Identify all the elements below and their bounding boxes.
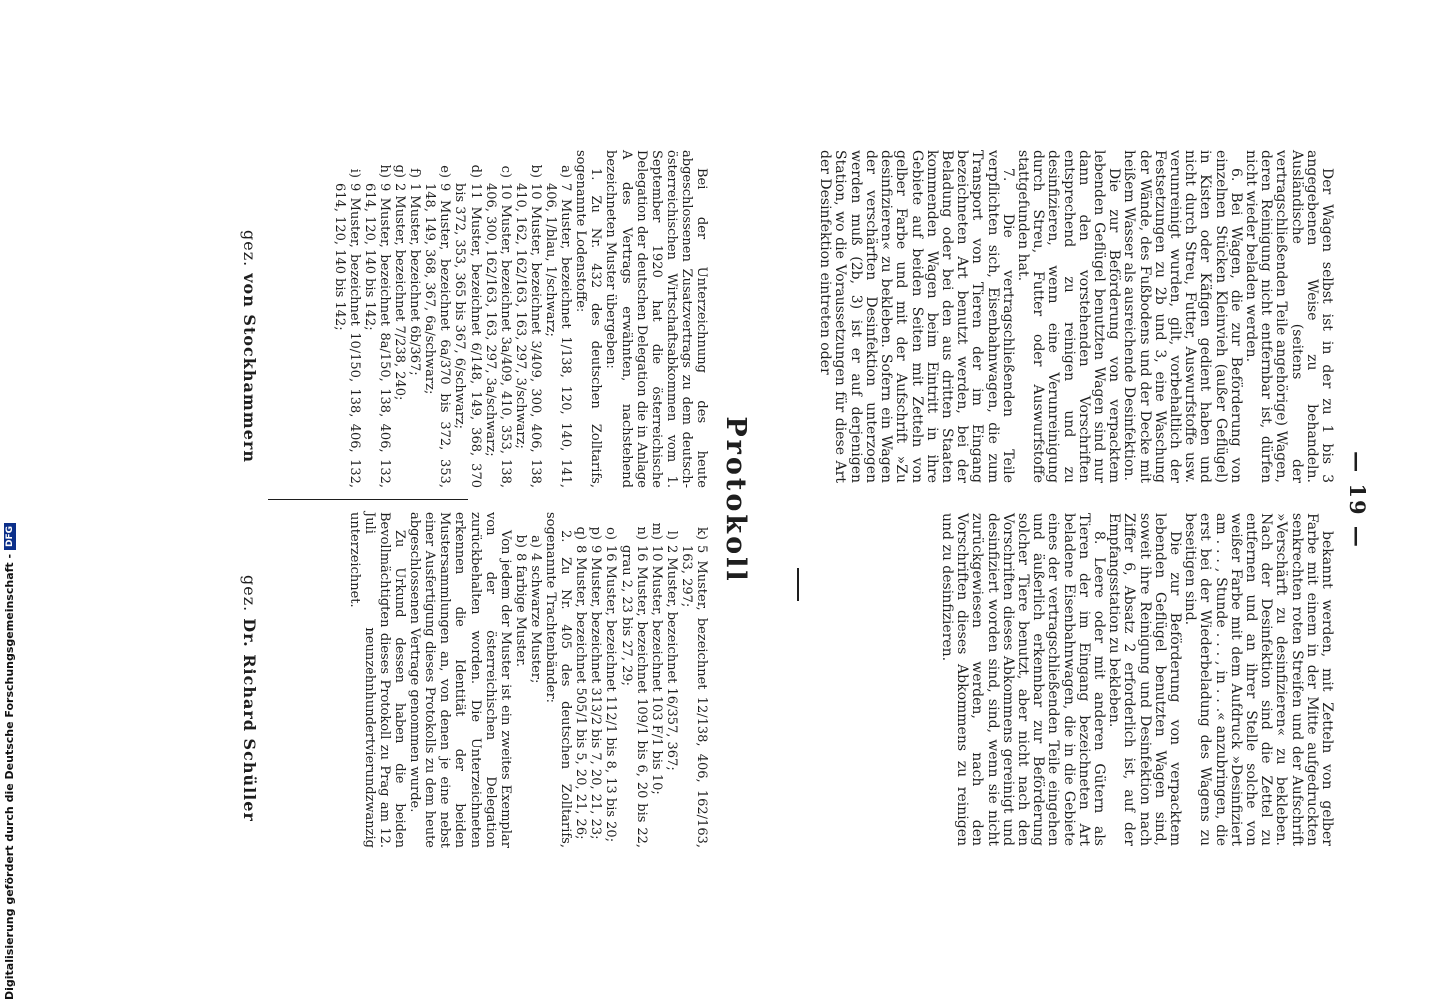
digitization-credit bbox=[0, 0, 20, 1000]
list-item-text: 5 Muster, bezeichnet 12/138, 406, 162/163, 163, 297; bbox=[678, 545, 709, 848]
signature-prefix: gez. bbox=[240, 575, 259, 613]
paragraph: bekannt werden, mit Zetteln von gelber Farbe mit einem in der Mitte aufgedruckten senkrechten roten Streifen und der Aufschrift »Verschärft zu desinfizieren« zu bekleben. Nach der Desinfektion sind die Zettel zu entfernen und an ihrer Stelle solche von weißer Farbe mit dem Aufdruck »Desinfiziert am . . . , Stunde . . . , in . . .« anzubringen, die erst bei der Wiederbeladung des Wagens zu beseitigen sind. bbox=[1182, 513, 1335, 846]
paragraph: 7. Die vertragschließenden Teile verpflichten sich, Eisenbahnwagen, die zum Transport von Tieren der im Eingang bezeichneten Art benutzt werden, bei der Beladung oder bei den aus dritten Staaten kommenden Wagen beim Eintritt in ihre Gebiete auf beiden Seiten mit Zetteln von gelber Farbe und mit der Aufschrift »Zu desinfizieren« zu bekleben. Sofern ein Wagen der verschärften Desinfektion unterzogen werden muß (2b, 3) ist er auf derjenigen Station, wo die Voraussetzungen für diese Art der Desinfektion eintreten oder bbox=[817, 150, 1016, 483]
paragraph: Die zur Beförderung von verpacktem lebenden Geflügel benutzten Wagen sind, soweit ihre Reinigung und Desinfektion nach Ziffer 6, Absatz 2 erforderlich ist, auf der Empfangsstation zu bekleben. bbox=[1106, 513, 1183, 846]
protokoll-left-column bbox=[332, 150, 709, 488]
list-item-mark: q) bbox=[573, 526, 589, 540]
list-item-mark: k) bbox=[694, 527, 709, 540]
list-item-text: 8 farbige Muster. bbox=[512, 553, 528, 667]
right-column bbox=[939, 513, 1334, 846]
list-item-text: 16 Muster, bezeichnet 112/1 bis 8, 13 bis 20; bbox=[603, 545, 619, 843]
list-item-text: 7 Muster, bezeichnet 1/138, 120, 140, 141, 406, 1/blau, 1/schwarz; bbox=[543, 183, 574, 488]
list-item-text: 1 Muster, bezeichnet 6b/367; bbox=[407, 183, 423, 376]
list-item bbox=[513, 150, 543, 488]
list-item bbox=[422, 150, 452, 488]
list-item-mark: b) bbox=[527, 164, 543, 178]
list-item bbox=[332, 150, 362, 488]
list-item-mark: i) bbox=[346, 168, 362, 178]
list-item-mark: d) bbox=[467, 164, 483, 178]
list-item-text: 4 schwarze Muster; bbox=[527, 553, 543, 684]
list-item-mark: o) bbox=[603, 527, 619, 540]
list-item-text: 9 Muster, bezeichnet 6a/370 bis 372, 353, 148, 149, 368, 367, 6a/schwarz; bbox=[422, 183, 453, 488]
list-item bbox=[588, 512, 603, 848]
list-item bbox=[513, 512, 528, 848]
list-item-mark: c) bbox=[497, 165, 513, 178]
list-item bbox=[679, 512, 709, 848]
closing-paragraph: Von jedem der Muster ist ein zweites Exemplar von der österreichischen Delegation zurückbehalten worden. Die Unterzeichneten erkennen die Identität der beiden Mustersammlungen an, von denen je eine nebst einer Ausfertigung dieses Protokolls zu dem heute abgeschlossenen Vertrage genommen wurde. bbox=[407, 512, 513, 848]
page-number: — 19 — bbox=[1345, 451, 1370, 549]
paragraph: Die zur Beförderung von verpacktem lebenden Geflügel benutzten Wagen sind nur dann den vorstehenden Vorschriften entsprechend zu reinigen und zu desinfizieren, wenn eine Verunreinigung durch Streu, Futter oder Auswurfstoffe stattgefunden hat. bbox=[1014, 150, 1123, 483]
signature-name: von Stockhammern bbox=[240, 273, 259, 463]
left-column bbox=[817, 150, 1334, 483]
list-item-text: 2 Muster, bezeichnet 7/238, 240; bbox=[392, 183, 408, 401]
column-divider bbox=[268, 499, 468, 500]
list-item bbox=[649, 512, 664, 848]
list-item-mark: l) bbox=[663, 530, 679, 540]
signature-name: Dr. Richard Schüller bbox=[240, 618, 259, 822]
list-item-text: 2 Muster, bezeichnet 16/357, 367; bbox=[663, 545, 679, 771]
protokoll-section-1-heading: 1. Zu Nr. 432 des deutschen Zolltarifs, sogenannte Lodenstoffe: bbox=[573, 150, 604, 488]
signature-prefix: gez. bbox=[240, 230, 259, 268]
paragraph: Der Wagen selbst ist in der zu 1 bis 3 angegebenen Weise zu behandeln. Ausländische (seitens der vertragschließenden Teile angehörige) Wagen, deren Reinigung nicht entfernbar ist, dürfen nicht wieder beladen werden. bbox=[1242, 150, 1335, 483]
list-item bbox=[452, 150, 482, 488]
list-item bbox=[483, 150, 513, 488]
paragraph: 8. Leere oder mit anderen Gütern als Tieren der im Eingang bezeichneten Art beladene Eisenbahnwagen, die in die Gebiete eines der vertragschließenden Teile eingehen und äußerlich erkennbar zur Beförderung solcher Tiere benutzt, aber nicht nach den Vorschriften dieses Abkommens gereinigt und desinfiziert worden sind, sind, wenn sie nicht zurückgewiesen werden, nach den Vorschriften dieses Abkommens zu reinigen und zu desinfizieren. bbox=[938, 513, 1107, 846]
list-item-mark: a) bbox=[558, 165, 574, 178]
paragraph: 6. Bei Wagen, die zur Beförderung von einzelnen Stücken Kleinvieh (außer Geflügel) in Kisten oder Käfigen gedient haben und nicht durch Streu, Futter, Auswurfstoffe usw. verunreinigt wurden, gilt, vorbehaltlich der Festsetzungen zu 2b und 3, eine Waschung der Wände, des Fußbodens und der Decke mit heißem Wasser als ausreichende Desinfektion. bbox=[1121, 150, 1244, 483]
list-item bbox=[618, 512, 648, 848]
list-item bbox=[392, 150, 407, 488]
section-divider-rule bbox=[797, 568, 799, 601]
list-item bbox=[528, 512, 543, 848]
list-item bbox=[362, 150, 392, 488]
closing-paragraph: Zu Urkund dessen haben die beiden Bevollmächtigten dieses Protokoll zu Prag am 12. Juli neunzehnhundertvierundzwanzig unterzeichnet. bbox=[346, 512, 408, 848]
digitization-credit-text: Digitalisierung gefördert durch die Deutsche Forschungsgemeinschaft - bbox=[3, 553, 16, 1000]
protokoll-section-2-heading: 2. Zu Nr. 405 des deutschen Zolltarifs, sogenannte Trachtenbänder: bbox=[543, 512, 574, 848]
list-item-mark: g) bbox=[392, 164, 408, 178]
list-item-text: 9 Muster, bezeichnet 10/150, 138, 406, 132, 614, 120, 140 bis 142; bbox=[331, 183, 362, 488]
list-item-text: 16 Muster, bezeichnet 109/1 bis 6, 20 bis 22, grau 2, 23 bis 27, 29; bbox=[618, 545, 649, 848]
list-item-mark: e) bbox=[437, 165, 453, 178]
list-item-mark: f) bbox=[407, 168, 423, 178]
list-item-text: 9 Muster, bezeichnet 8a/150, 138, 406, 132, 614, 120, 140 bis 142; bbox=[361, 183, 393, 488]
list-item-text: 8 Muster, bezeichnet 505/1 bis 5, 20, 21, 26; bbox=[573, 545, 589, 840]
list-item-mark: p) bbox=[588, 526, 604, 540]
list-item-text: 10 Muster, bezeichnet 3a/409, 410, 353, 138, 406, 300, 162/163, 163, 297, 3a/schwarz; bbox=[482, 183, 513, 488]
list-item bbox=[407, 150, 422, 488]
list-item-text: 10 Muster, bezeichnet 3/409, 300, 406, 138, 410, 162, 162/163, 163, 297, 3/schwarz; bbox=[512, 183, 543, 488]
protokoll-intro: Bei der Unterzeichnung des heute abgeschlossenen Zusatzvertrags zu dem deutsch-österreichischen Wirtschaftsabkommen vom 1. September 1920 hat die österreichische Delegation der deutschen Delegation die in Anlage A des Vertrags erwähnten, nachstehend bezeichneten Muster übergeben: bbox=[603, 150, 709, 488]
list-item bbox=[573, 512, 588, 848]
list-item-mark: a) bbox=[527, 535, 543, 548]
list-item-mark: m) bbox=[648, 522, 664, 540]
list-item-mark: n) bbox=[633, 526, 649, 540]
list-item bbox=[664, 512, 679, 848]
signature-left bbox=[240, 230, 259, 463]
list-item-text: 9 Muster, bezeichnet 313/2 bis 7, 20, 21, 23; bbox=[588, 545, 604, 840]
list-item-mark: b) bbox=[512, 534, 528, 548]
list-item-mark: h) bbox=[377, 164, 393, 178]
section-title: Protokoll bbox=[720, 416, 751, 584]
list-item bbox=[543, 150, 573, 488]
signature-right bbox=[240, 575, 259, 822]
list-item-text: 10 Muster, bezeichnet 103 F/1 bis 10; bbox=[648, 545, 664, 795]
protokoll-right-column bbox=[347, 512, 709, 848]
dfg-logo: DFG bbox=[4, 523, 16, 550]
list-item bbox=[603, 512, 618, 848]
list-item-text: 11 Muster, bezeichnet 6/148, 149, 368, 370 bis 372, 353, 365 bis 367, 6/schwarz; bbox=[452, 183, 483, 488]
upper-text-section bbox=[817, 150, 1335, 846]
